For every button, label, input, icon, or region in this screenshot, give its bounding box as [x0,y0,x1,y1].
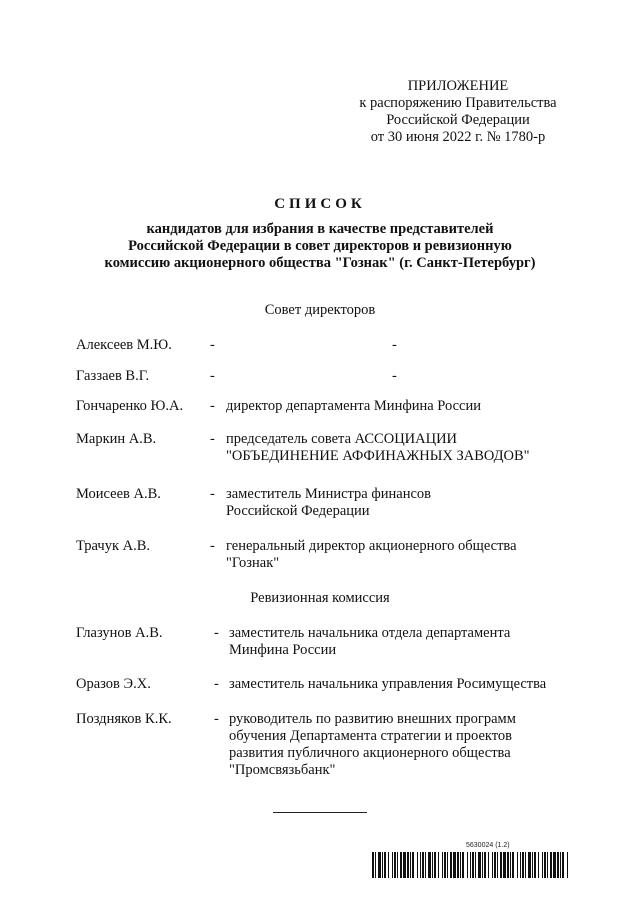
barcode-bar [512,852,514,878]
barcode-bar [420,852,421,878]
barcode-bar [403,852,406,878]
barcode-bar [510,852,511,878]
barcode-bar [378,852,381,878]
barcode-bar [412,852,414,878]
barcode-bar [482,852,483,878]
description-line: Российской Федерации [226,503,370,519]
barcode-bar [497,852,498,878]
barcode-bar [472,852,474,878]
header-line-3: Российской Федерации [386,112,530,128]
barcode-bar [372,852,374,878]
barcode-bar [553,852,556,878]
barcode-bar [488,852,489,878]
member-dash: - [210,538,215,554]
barcode-bar [520,852,521,878]
barcode-bar [475,852,476,878]
header-block [340,78,576,146]
member-dash: - [210,486,215,502]
member-description [229,711,516,779]
barcode-bar [470,852,471,878]
barcode-bar [467,852,468,878]
document-subtitle [0,221,640,272]
board-heading: Совет директоров [264,302,376,318]
member-dash: - [210,337,215,353]
description-line: "Промсвязьбанк" [229,762,336,778]
member-name: Трачук А.В. [76,538,151,554]
member-dash: - [210,398,215,414]
barcode-bar [534,852,536,878]
member-blank: - [392,337,397,353]
barcode-bar [394,852,396,878]
barcode-bar [528,852,531,878]
member-description [226,486,431,520]
subtitle-line-3: комиссию акционерного общества "Гознак" (г. Санкт-Петербург) [104,255,536,271]
member-name: Маркин А.В. [76,431,157,447]
closing-divider [273,812,367,813]
barcode-bar [410,852,411,878]
barcode-bar [442,852,443,878]
barcode-bar [422,852,424,878]
barcode-bar [562,852,564,878]
barcode-bar [484,852,486,878]
description-line: обучения Департамента стратегии и проектов [229,728,512,744]
barcode-bar [428,852,431,878]
member-dash: - [214,625,219,641]
subtitle-line-1: кандидатов для избрания в качестве представителей [146,221,494,237]
barcode-bar [450,852,452,878]
description-line: руководитель по развитию внешних программ [229,711,516,727]
barcode-bar [542,852,543,878]
description-line: развития публичного акционерного общества [229,745,511,761]
barcode-bar [500,852,502,878]
description-line: "ОБЪЕДИНЕНИЕ АФФИНАЖНЫХ ЗАВОДОВ" [226,448,530,464]
barcode-bar [550,852,552,878]
barcode-bar [560,852,561,878]
barcode-bar [447,852,448,878]
barcode-bar [457,852,459,878]
member-description [226,431,530,465]
barcode-bar [375,852,376,878]
barcode-image [372,852,568,878]
barcode-bar [382,852,383,878]
barcode-bar [453,852,456,878]
barcode-bar [547,852,548,878]
member-description [226,538,517,572]
barcode-bar [400,852,402,878]
barcode-bar [532,852,533,878]
description-line: заместитель Министра финансов [226,486,431,502]
barcode-bar [557,852,559,878]
barcode-bar [522,852,524,878]
member-dash: - [210,368,215,384]
member-name: Алексеев М.Ю. [76,337,172,353]
barcode-bar [432,852,433,878]
member-name: Глазунов А.В. [76,625,163,641]
barcode-bar [438,852,439,878]
member-dash: - [210,431,215,447]
barcode-label: 5630024 (1.2) [466,842,510,849]
barcode-bar [417,852,418,878]
description-line: заместитель начальника управления Росимущества [229,676,547,692]
member-description [229,625,510,659]
member-name: Гончаренко Ю.А. [76,398,184,414]
barcode-bar [507,852,509,878]
description-line: директор департамента Минфина России [226,398,482,414]
barcode-bar [494,852,496,878]
barcode-bar [525,852,526,878]
member-blank: - [392,368,397,384]
member-name: Поздняков К.К. [76,711,172,727]
description-line: генеральный директор акционерного общества [226,538,517,554]
subtitle-line-2: Российской Федерации в совет директоров и ревизионную [128,238,512,254]
barcode-bar [478,852,481,878]
barcode-bar [425,852,426,878]
member-name: Моисеев А.В. [76,486,161,502]
barcode-bar [444,852,446,878]
barcode-bar [384,852,386,878]
barcode-bar [544,852,546,878]
barcode-bar [538,852,539,878]
barcode-bar [397,852,398,878]
description-line: Минфина России [229,642,337,658]
barcode-bar [460,852,461,878]
barcode-bar [388,852,389,878]
barcode-bar [407,852,409,878]
barcode-bar [567,852,568,878]
member-description [226,398,481,415]
header-line-2: к распоряжению Правительства [359,95,557,111]
header-line-4: от 30 июня 2022 г. № 1780-р [370,129,546,145]
header-line-1: ПРИЛОЖЕНИЕ [407,78,509,94]
barcode-bar [517,852,518,878]
member-dash: - [214,676,219,692]
description-line: "Гознак" [226,555,280,571]
member-dash: - [214,711,219,727]
member-description [229,676,546,693]
barcode-bar [503,852,506,878]
description-line: заместитель начальника отдела департамента [229,625,511,641]
member-name: Оразов Э.Х. [76,676,151,692]
barcode-bar [392,852,393,878]
barcode-bar [434,852,436,878]
barcode-bar [462,852,464,878]
document-title: СПИСОК [274,196,366,212]
barcode-bar [492,852,493,878]
member-name: Газзаев В.Г. [76,368,150,384]
audit-heading: Ревизионная комиссия [250,590,390,606]
description-line: председатель совета АССОЦИАЦИИ [226,431,458,447]
